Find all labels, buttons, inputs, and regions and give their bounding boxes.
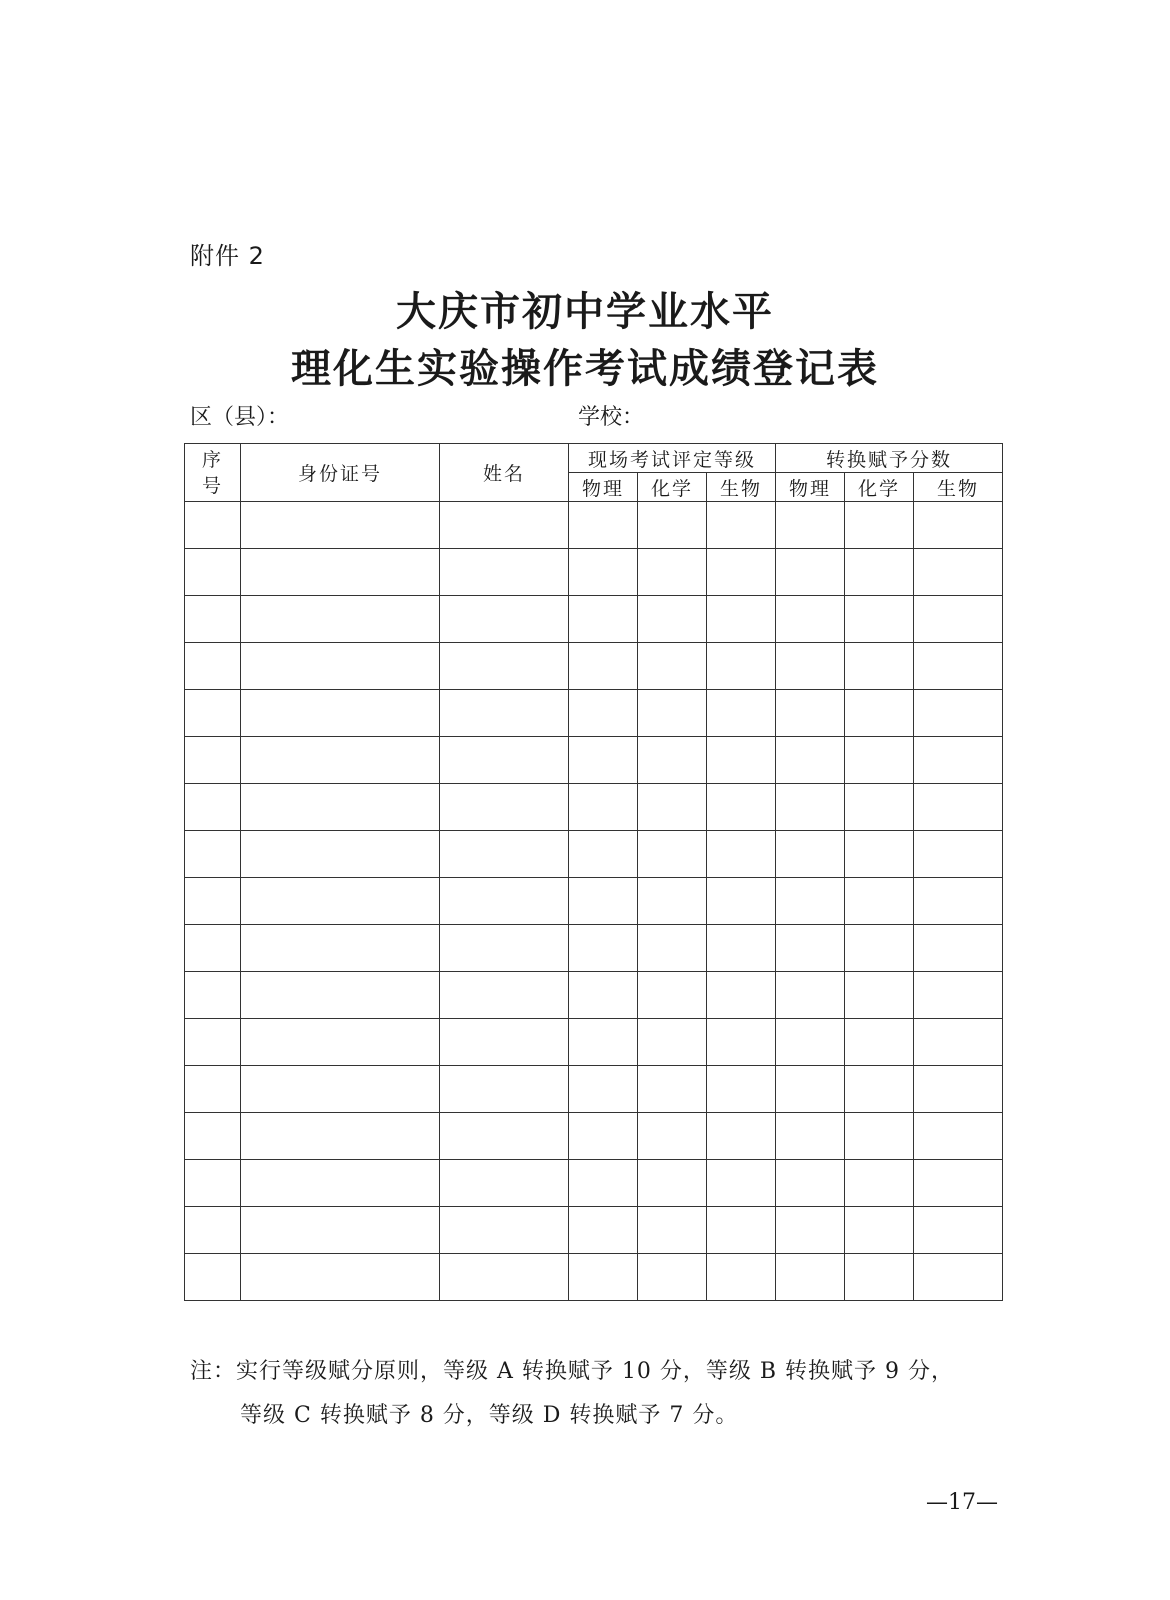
table-cell xyxy=(185,549,241,596)
table-cell xyxy=(845,596,914,643)
table-cell xyxy=(241,643,440,690)
table-cell xyxy=(241,502,440,549)
table-cell xyxy=(185,690,241,737)
table-cell xyxy=(638,925,707,972)
table-cell xyxy=(185,784,241,831)
table-row xyxy=(185,925,1003,972)
table-cell xyxy=(440,1254,569,1301)
table-cell xyxy=(638,502,707,549)
school-label: 学校： xyxy=(578,405,645,430)
table-cell xyxy=(241,1066,440,1113)
table-cell xyxy=(241,1160,440,1207)
table-cell xyxy=(776,1254,845,1301)
table-cell xyxy=(569,1066,638,1113)
table-row xyxy=(185,502,1003,549)
table-cell xyxy=(707,831,776,878)
table-cell xyxy=(914,737,1003,784)
table-body xyxy=(185,502,1003,1301)
table-cell xyxy=(569,925,638,972)
table-cell xyxy=(185,1019,241,1066)
table-cell xyxy=(707,1207,776,1254)
header-grade-group: 现场考试评定等级 xyxy=(569,444,776,473)
table-cell xyxy=(845,1066,914,1113)
table-cell xyxy=(241,972,440,1019)
table-cell xyxy=(185,972,241,1019)
table-cell xyxy=(776,1160,845,1207)
table-cell xyxy=(914,1066,1003,1113)
table-cell xyxy=(185,1207,241,1254)
header-score-biology: 生物 xyxy=(914,473,1003,502)
table-cell xyxy=(440,596,569,643)
table-cell xyxy=(707,502,776,549)
table-cell xyxy=(845,1160,914,1207)
table-cell xyxy=(776,502,845,549)
attachment-label: 附件 2 xyxy=(190,242,265,270)
table-cell xyxy=(241,1254,440,1301)
table-row xyxy=(185,878,1003,925)
table-cell xyxy=(638,1254,707,1301)
table-cell xyxy=(241,549,440,596)
table-cell xyxy=(707,549,776,596)
table-cell xyxy=(845,784,914,831)
district-label: 区（县）： xyxy=(190,405,290,430)
table-cell xyxy=(914,878,1003,925)
table-cell xyxy=(707,1019,776,1066)
header-seq-bottom: 号 xyxy=(201,474,223,497)
table-cell xyxy=(707,690,776,737)
header-score-physics: 物理 xyxy=(776,473,845,502)
table-cell xyxy=(185,596,241,643)
table-cell xyxy=(440,737,569,784)
table-cell xyxy=(638,831,707,878)
table-row xyxy=(185,1254,1003,1301)
document-title-line1: 大庆市初中学业水平 xyxy=(396,288,774,335)
table-cell xyxy=(185,1160,241,1207)
header-grade-physics: 物理 xyxy=(569,473,638,502)
table-cell xyxy=(185,502,241,549)
header-seq xyxy=(185,444,241,502)
footnote xyxy=(190,1350,954,1438)
table-row xyxy=(185,596,1003,643)
table-row xyxy=(185,831,1003,878)
table-cell xyxy=(845,1207,914,1254)
table-cell xyxy=(185,1254,241,1301)
header-seq-top: 序 xyxy=(201,448,223,471)
table-cell xyxy=(440,643,569,690)
table-cell xyxy=(638,549,707,596)
table-cell xyxy=(638,643,707,690)
table-cell xyxy=(440,1160,569,1207)
table-row xyxy=(185,737,1003,784)
table-cell xyxy=(638,737,707,784)
table-cell xyxy=(776,972,845,1019)
header-name: 姓名 xyxy=(440,444,569,502)
table-cell xyxy=(845,878,914,925)
table-cell xyxy=(845,690,914,737)
table-cell xyxy=(707,972,776,1019)
table-cell xyxy=(914,549,1003,596)
table-cell xyxy=(845,831,914,878)
table-cell xyxy=(569,878,638,925)
table-cell xyxy=(440,1207,569,1254)
table-cell xyxy=(776,831,845,878)
table-cell xyxy=(241,690,440,737)
table-cell xyxy=(440,784,569,831)
header-score-group: 转换赋予分数 xyxy=(776,444,1003,473)
table-cell xyxy=(914,596,1003,643)
table-cell xyxy=(440,1019,569,1066)
table-cell xyxy=(185,1113,241,1160)
table-cell xyxy=(707,1066,776,1113)
table-cell xyxy=(569,690,638,737)
header-grade-biology: 生物 xyxy=(707,473,776,502)
table-cell xyxy=(638,784,707,831)
table-cell xyxy=(845,1113,914,1160)
table-row xyxy=(185,1019,1003,1066)
table-cell xyxy=(845,549,914,596)
header-id-number: 身份证号 xyxy=(241,444,440,502)
table-cell xyxy=(845,643,914,690)
table-cell xyxy=(440,1113,569,1160)
table-cell xyxy=(776,1113,845,1160)
score-register-table xyxy=(184,443,1003,1301)
table-cell xyxy=(914,831,1003,878)
table-cell xyxy=(707,784,776,831)
table-row xyxy=(185,549,1003,596)
table-row xyxy=(185,1066,1003,1113)
table-cell xyxy=(185,643,241,690)
table-cell xyxy=(914,925,1003,972)
table-cell xyxy=(638,972,707,1019)
table-cell xyxy=(638,1113,707,1160)
table-cell xyxy=(569,549,638,596)
table-cell xyxy=(707,1254,776,1301)
table-cell xyxy=(569,1254,638,1301)
table-cell xyxy=(241,831,440,878)
table-cell xyxy=(241,1113,440,1160)
table-cell xyxy=(914,1019,1003,1066)
table-cell xyxy=(914,972,1003,1019)
table-cell xyxy=(845,1019,914,1066)
table-cell xyxy=(845,737,914,784)
table-cell xyxy=(914,502,1003,549)
table-cell xyxy=(914,1160,1003,1207)
table-cell xyxy=(707,1160,776,1207)
table-cell xyxy=(185,878,241,925)
table-cell xyxy=(776,737,845,784)
table-cell xyxy=(569,502,638,549)
table-cell xyxy=(707,1113,776,1160)
table-cell xyxy=(845,925,914,972)
table-cell xyxy=(569,1113,638,1160)
table-cell xyxy=(776,596,845,643)
table-cell xyxy=(638,690,707,737)
table-cell xyxy=(569,643,638,690)
table-cell xyxy=(569,737,638,784)
table-cell xyxy=(776,549,845,596)
table-cell xyxy=(914,784,1003,831)
table-cell xyxy=(638,1019,707,1066)
table-row xyxy=(185,643,1003,690)
document-title-line2: 理化生实验操作考试成绩登记表 xyxy=(291,345,879,392)
table-row xyxy=(185,1160,1003,1207)
table-row xyxy=(185,1207,1003,1254)
table-cell xyxy=(569,784,638,831)
table-cell xyxy=(638,878,707,925)
table-cell xyxy=(776,1207,845,1254)
table-cell xyxy=(241,878,440,925)
table-cell xyxy=(707,925,776,972)
table-cell xyxy=(914,1113,1003,1160)
header-grade-chemistry: 化学 xyxy=(638,473,707,502)
table-cell xyxy=(914,1254,1003,1301)
table-row xyxy=(185,972,1003,1019)
table-cell xyxy=(569,831,638,878)
table-cell xyxy=(845,972,914,1019)
table-cell xyxy=(638,1066,707,1113)
table-cell xyxy=(440,972,569,1019)
table-cell xyxy=(569,1019,638,1066)
table-cell xyxy=(776,878,845,925)
footnote-line1: 注：实行等级赋分原则，等级 A 转换赋予 10 分，等级 B 转换赋予 9 分， xyxy=(190,1359,954,1384)
table-cell xyxy=(845,502,914,549)
table-cell xyxy=(241,925,440,972)
table-cell xyxy=(185,831,241,878)
table-cell xyxy=(707,878,776,925)
table-cell xyxy=(440,1066,569,1113)
table-cell xyxy=(845,1254,914,1301)
header-score-chemistry: 化学 xyxy=(845,473,914,502)
table-cell xyxy=(241,737,440,784)
table-cell xyxy=(707,643,776,690)
table-cell xyxy=(440,925,569,972)
table-cell xyxy=(707,596,776,643)
table-cell xyxy=(440,502,569,549)
table-cell xyxy=(776,643,845,690)
table-cell xyxy=(638,596,707,643)
table-cell xyxy=(914,1207,1003,1254)
table-cell xyxy=(776,1019,845,1066)
table-cell xyxy=(241,1019,440,1066)
table-cell xyxy=(707,737,776,784)
table-cell xyxy=(914,690,1003,737)
table-cell xyxy=(440,690,569,737)
table-cell xyxy=(241,596,440,643)
table-cell xyxy=(914,643,1003,690)
table-cell xyxy=(241,1207,440,1254)
table-cell xyxy=(638,1160,707,1207)
table-cell xyxy=(569,1160,638,1207)
table-cell xyxy=(440,831,569,878)
table-cell xyxy=(440,878,569,925)
table-cell xyxy=(776,784,845,831)
page-number: —17— xyxy=(926,1490,998,1515)
table-cell xyxy=(569,1207,638,1254)
table-cell xyxy=(776,925,845,972)
table-cell xyxy=(185,925,241,972)
footnote-line2: 等级 C 转换赋予 8 分，等级 D 转换赋予 7 分。 xyxy=(240,1403,739,1428)
table-cell xyxy=(776,1066,845,1113)
table-cell xyxy=(569,596,638,643)
table-row xyxy=(185,1113,1003,1160)
table-cell xyxy=(241,784,440,831)
table-row xyxy=(185,690,1003,737)
table-row xyxy=(185,784,1003,831)
table-cell xyxy=(569,972,638,1019)
table-cell xyxy=(440,549,569,596)
table-cell xyxy=(776,690,845,737)
table-cell xyxy=(185,1066,241,1113)
table-cell xyxy=(185,737,241,784)
table-cell xyxy=(638,1207,707,1254)
